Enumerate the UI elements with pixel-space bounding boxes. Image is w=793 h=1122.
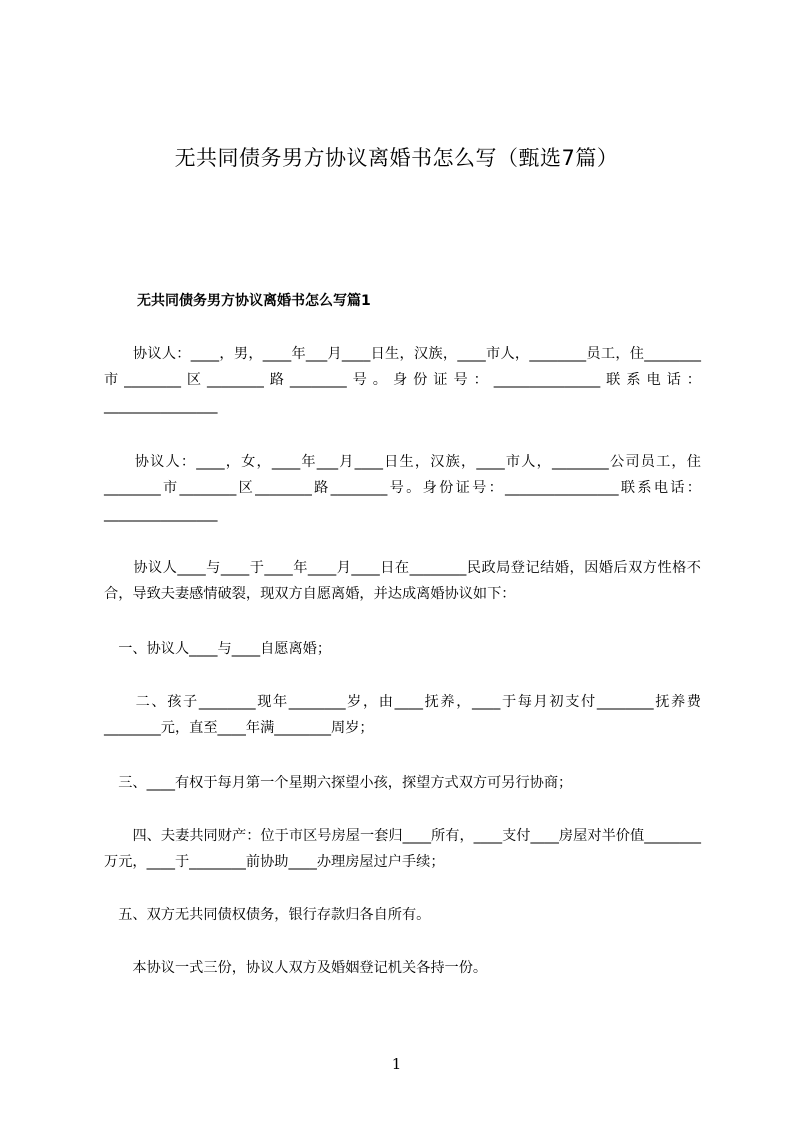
clause-2: 二、孩子________现年________岁，由____抚养，____于每月初支付________抚养费________元，直至____年满________周岁； <box>104 694 701 736</box>
clause-1: 一、协议人____与____自愿离婚； <box>104 641 332 657</box>
closing-paragraph: 本协议一式三份，协议人双方及婚姻登记机关各持一份。 <box>104 960 488 976</box>
document-title: 无共同债务男方协议离婚书怎么写（甄选7篇） <box>174 146 619 170</box>
clause-3: 三、____有权于每月第一个星期六探望小孩，探望方式双方可另行协商； <box>104 775 573 791</box>
paragraph-party-male: 协议人：____，男，____年___月____日生，汉族，____市人，________员工，住________市________区________路________号。身份证号：_______________联系电话：________________ <box>104 346 701 414</box>
paragraph-party-female: 协议人：____，女，____年___月____日生，汉族，____市人，________公司员工，住________市________区________路________号。身份证号：________________联系电话：________________ <box>104 454 701 522</box>
page-number: 1 <box>391 1055 402 1073</box>
clause-4: 四、夫妻共同财产：位于市区号房屋一套归____所有，____支付____房屋对半价值________万元，____于________前协助____办理房屋过户手续； <box>104 828 701 870</box>
clause-5: 五、双方无共同债权债务，银行存款归各自所有。 <box>104 907 431 923</box>
section-heading: 无共同债务男方协议离婚书怎么写篇1 <box>137 293 371 309</box>
paragraph-marriage-info: 协议人____与____于____年____月____日在________民政局登记结婚，因婚后双方性格不合，导致夫妻感情破裂，现双方自愿离婚，并达成离婚协议如下： <box>104 560 701 602</box>
